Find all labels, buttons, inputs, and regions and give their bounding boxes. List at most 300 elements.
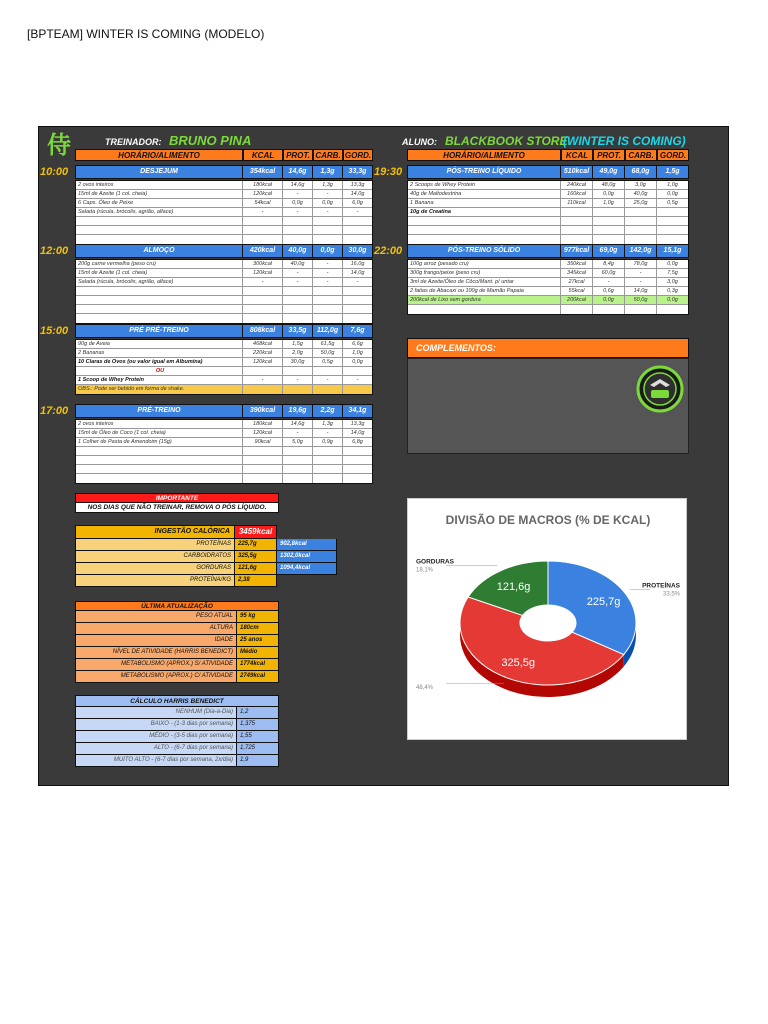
food-prot: - [282,208,312,216]
update-label: PESO ATUAL [75,611,237,623]
col-prot: PROT. [593,149,625,161]
important-box [75,493,279,513]
harris-label: MÉDIO - (3-5 dias por semana) [75,731,237,743]
pie-slice-label: 325,5g [501,656,536,669]
intake-label: GORDURAS [75,563,235,575]
food-fat [342,447,372,455]
table-row [76,340,372,349]
food-kcal: 180kcal [242,181,282,189]
meal-header [75,244,373,258]
meal-table [75,419,373,484]
food-carb [312,474,342,483]
document-title: [BPTEAM] WINTER IS COMING (MODELO) [27,27,265,41]
meal-total-carb: 68,0g [624,166,656,178]
meal-total-carb: 2,2g [312,405,342,417]
table-row [76,385,372,394]
food-fat [342,367,372,375]
meal-total-prot: 40,0g [282,245,312,257]
food-prot: - [592,278,624,286]
food-carb [624,226,656,234]
food-prot: 0,0g [592,190,624,198]
food-desc [408,226,560,234]
food-desc: 15ml de Azeite (1 col. cheia) [78,191,148,197]
food-desc: 200g carne vermelha (peso cru) [78,261,156,267]
plan-name: (WINTER IS COMING) [563,134,686,148]
intake-rows [75,539,337,587]
food-prot [592,305,624,314]
food-fat: 13,3g [342,420,372,428]
food-fat: 14,0g [342,269,372,277]
table-row [76,305,372,314]
food-fat [656,217,688,225]
food-kcal: 55kcal [560,287,592,295]
food-desc: 2 Scoops de Whey Protein [410,182,476,188]
meal-total-fat: 30,0g [342,245,372,257]
trainer-name: BRUNO PINA [169,133,252,148]
intake-kcal: 1094,4kcal [277,563,337,575]
food-prot: 0,0g [592,296,624,304]
food-carb: - [312,190,342,198]
harris-row [75,707,279,719]
food-fat [342,217,372,225]
food-kcal: 300kcal [242,260,282,268]
harris-value: 1,55 [237,731,279,743]
col-carb: CARB. [313,149,343,161]
food-desc [76,465,242,473]
meal-total-prot: 49,0g [592,166,624,178]
harris-row [75,743,279,755]
food-prot: - [282,376,312,384]
harris-value: 1,375 [237,719,279,731]
update-label: METABOLISMO (APROX.) C/ ATIVIDADE [75,671,237,683]
macros-pie-chart [408,499,688,741]
table-row [76,456,372,465]
intake-kcal: 902,8kcal [277,539,337,551]
food-kcal [560,305,592,314]
food-carb: 14,0g [624,287,656,295]
food-desc: 2 ovos inteiros [78,421,114,427]
food-desc: Salada (rúcula, brócolis, agrião, alface) [78,209,174,215]
table-row [408,296,688,305]
meal-time: 10:00 [40,166,69,178]
food-carb: - [312,269,342,277]
food-desc: 1 Colher de Pasta de Amendoim (15g) [78,439,172,445]
table-row [76,465,372,474]
food-prot [282,287,312,295]
update-label: ALTURA [75,623,237,635]
meal-total-prot: 69,0g [592,245,624,257]
food-carb: 0,5g [312,358,342,366]
food-carb [312,465,342,473]
table-row [76,447,372,456]
harris-label: ALTO - (6-7 dias por semana) [75,743,237,755]
food-fat: - [342,278,372,286]
intake-row [75,575,277,587]
bp-team-badge-icon [636,365,684,413]
food-desc [76,305,242,313]
food-carb [624,208,656,216]
meal-header [407,165,689,179]
food-desc: 6 Caps. Óleo de Peixe [78,200,134,206]
table-row [76,208,372,217]
food-carb [624,235,656,244]
food-carb [312,296,342,304]
table-row [76,420,372,429]
harris-value: 1,2 [237,707,279,719]
harris-row [75,755,279,767]
food-desc: Salada (rúcula, brócolis, agrião, alface) [78,279,174,285]
food-fat: 0,3g [656,287,688,295]
food-desc [76,287,242,295]
intake-label: PROTEÍNAS [75,539,235,551]
meal-total-fat: 1,5g [656,166,688,178]
food-kcal: 180kcal [242,420,282,428]
food-kcal [242,474,282,483]
food-prot: 1,0g [592,199,624,207]
table-row [408,208,688,217]
pie-legend-name: PROTEÍNAS [642,582,680,590]
food-desc: 90g de Aveia [78,341,110,347]
food-prot [282,456,312,464]
pie-slice-label: 121,6g [496,580,531,593]
harris-value: 1,9 [237,755,279,767]
food-carb [312,305,342,313]
food-prot [282,226,312,234]
food-carb [312,456,342,464]
update-row [75,647,279,659]
food-kcal: - [242,376,282,384]
food-desc [76,235,242,244]
student-name: BLACKBOOK STORE [445,134,568,148]
food-prot [282,296,312,304]
food-fat: 0,0g [656,260,688,268]
food-carb: - [312,429,342,437]
table-row [76,181,372,190]
update-box [75,601,279,683]
col-fat: GORD. [344,151,372,160]
food-kcal [242,456,282,464]
food-desc: OU [155,368,165,374]
food-carb [312,385,342,394]
table-row [76,260,372,269]
table-row [408,260,688,269]
meal-table [407,259,689,315]
intake-label: CARBOIDRATOS [75,551,235,563]
table-row [76,287,372,296]
update-value: Médio [237,647,279,659]
food-kcal [560,226,592,234]
important-text: NOS DIAS QUE NÃO TREINAR, REMOVA O PÓS LÍQUIDO. [75,503,279,513]
food-kcal [242,367,282,375]
intake-grams: 2,38 [235,575,277,587]
food-prot: 1,5g [282,340,312,348]
food-kcal: 345kcal [560,269,592,277]
food-kcal [242,296,282,304]
food-carb: 25,0g [624,199,656,207]
food-desc: 300g frango/peixe (peso cru) [410,270,481,276]
meal-total-carb: 1,3g [312,166,342,178]
meal-total-prot: 14,6g [282,166,312,178]
food-carb [624,305,656,314]
food-fat [342,235,372,244]
food-fat [656,235,688,244]
update-row [75,611,279,623]
food-carb [312,217,342,225]
food-prot: 8,4g [592,260,624,268]
food-fat: 13,3g [342,181,372,189]
meal-time: 15:00 [40,325,69,337]
meal-name: ALMOÇO [143,247,175,254]
intake-row [75,539,337,551]
table-row [408,190,688,199]
update-row [75,659,279,671]
food-kcal: 90kcal [242,438,282,446]
table-row [76,358,372,367]
food-desc: 40g de Maltodextrina [410,191,462,197]
harris-row [75,731,279,743]
food-kcal: 110kcal [560,199,592,207]
food-kcal [242,385,282,394]
col-fat: GORD. [657,149,689,161]
important-title: IMPORTANTE [75,493,279,503]
food-fat: 1,0g [656,181,688,189]
food-kcal: 240kcal [560,181,592,189]
food-desc: OBS.: Pode ser bebido em forma de shake. [78,386,185,392]
food-kcal [560,235,592,244]
food-desc: 100g arroz (pesado cru) [410,261,469,267]
table-row [76,376,372,385]
food-desc: 2 fatias de Abacaxi ou 100g de Mamão Papaia [410,288,524,294]
food-prot: 30,0g [282,358,312,366]
table-row [76,278,372,287]
food-carb: 40,0g [624,190,656,198]
food-prot [592,226,624,234]
food-fat: 0,0g [656,190,688,198]
food-desc: 3ml de Azeite/Óleo de Côco/Mant. p/ untar [410,279,514,285]
meal-total-kcal: 977kcal [560,245,592,257]
food-prot [282,385,312,394]
food-prot [282,367,312,375]
food-prot: 40,0g [282,260,312,268]
food-kcal: - [242,278,282,286]
food-kcal: 160kcal [560,190,592,198]
update-value: 2749kcal [237,671,279,683]
food-prot [282,447,312,455]
food-kcal: 54kcal [242,199,282,207]
food-fat: 14,0g [342,190,372,198]
intake-row [75,563,337,575]
food-fat: - [342,208,372,216]
food-fat: 16,0g [342,260,372,268]
food-kcal [242,465,282,473]
food-kcal [242,217,282,225]
food-desc: 1 Banana [410,200,434,206]
food-kcal [242,447,282,455]
food-prot: 60,0g [592,269,624,277]
samurai-logo-icon: 侍 [47,130,71,159]
intake-title: INGESTÃO CALÓRICA [75,525,235,539]
food-desc: 10g de Creatina [410,209,451,215]
food-carb: - [312,376,342,384]
update-value: 25 anos [237,635,279,647]
complementos-box [407,358,689,454]
food-fat: 0,0g [656,296,688,304]
meal-total-fat: 15,1g [656,245,688,257]
food-carb [312,235,342,244]
food-desc [76,314,242,323]
food-fat: 7,5g [656,269,688,277]
food-carb [312,287,342,295]
food-desc: 200kcal de Lixo sem gordura [410,297,481,303]
intake-total: 3459kcal [235,525,277,539]
col-prot: PROT. [283,149,313,161]
food-kcal: 27kcal [560,278,592,286]
col-kcal: KCAL [561,149,593,161]
food-desc [76,474,242,483]
food-prot [592,208,624,216]
pie-legend-name: GORDURAS [416,558,454,566]
food-carb: 50,0g [312,349,342,357]
food-prot [282,305,312,313]
food-carb: 0,0g [312,199,342,207]
table-row [76,269,372,278]
meal-header [75,324,373,338]
food-fat: - [342,376,372,384]
food-desc [408,235,560,244]
table-row [76,296,372,305]
table-row [76,438,372,447]
intake-box [75,525,337,587]
meal-time: 19:30 [374,166,403,178]
update-value: 95 kg [237,611,279,623]
food-prot: 0,0g [282,199,312,207]
harris-rows [75,707,279,767]
table-row [76,199,372,208]
food-carb: - [312,260,342,268]
food-carb: 50,0g [624,296,656,304]
macros-chart [407,498,687,740]
meal-total-kcal: 808kcal [242,325,282,337]
food-desc [408,217,560,225]
food-fat [342,314,372,323]
food-carb: - [312,208,342,216]
food-prot: 14,6g [282,181,312,189]
food-kcal: 120kcal [242,429,282,437]
harris-label: BAIXO - (1-3 dias por semana) [75,719,237,731]
table-row [76,367,372,376]
meal-total-kcal: 420kcal [242,245,282,257]
food-kcal: 468kcal [242,340,282,348]
harris-title: CÁLCULO HARRIS BENEDICT [75,695,279,707]
food-fat [342,305,372,313]
food-prot: 0,6g [592,287,624,295]
food-fat [656,208,688,216]
food-desc: 15ml de Óleo de Coco (1 col. cheia) [78,430,166,436]
meal-name: PRÉ PRÉ-TREINO [129,327,189,334]
food-kcal: 120kcal [242,190,282,198]
meal-total-kcal: 510kcal [560,166,592,178]
food-desc [76,226,242,234]
meal-total-kcal: 354kcal [242,166,282,178]
update-title: ÚLTIMA ATUALIZAÇÃO [75,601,279,611]
table-row [408,305,688,314]
table-row [408,287,688,296]
food-kcal: 220kcal [242,349,282,357]
food-fat [342,385,372,394]
food-prot [282,314,312,323]
food-prot: - [282,269,312,277]
meal-name: PRÉ-TREINO [137,407,181,414]
food-fat [342,296,372,304]
food-prot: 48,0g [592,181,624,189]
table-row [408,217,688,226]
meal-name: PÓS-TREINO SÓLIDO [447,247,521,254]
table-row [76,429,372,438]
food-desc: 15ml de Azeite (1 col. cheia) [78,270,148,276]
meal-table [75,339,373,395]
food-fat [342,474,372,483]
meal-time: 12:00 [40,245,69,257]
food-prot [282,217,312,225]
food-desc [76,456,242,464]
table-row [408,278,688,287]
food-kcal [242,226,282,234]
intake-kcal: 1302,0kcal [277,551,337,563]
col-carb: CARB. [625,149,657,161]
food-fat [656,226,688,234]
table-row [76,235,372,244]
food-prot: 5,0g [282,438,312,446]
food-fat [342,226,372,234]
food-desc: 10 Claras de Ovos (ou valor igual em Albumina) [78,359,203,365]
food-fat: 6,0g [342,199,372,207]
food-fat [656,305,688,314]
food-desc [76,447,242,455]
food-carb: - [624,278,656,286]
diet-sheet [38,126,729,786]
intake-grams: 121,6g [235,563,277,575]
meal-total-fat: 7,6g [342,325,372,337]
food-desc: 2 Bananas [78,350,105,356]
food-carb: - [624,269,656,277]
col-food: HORÁRIO/ALIMENTO [407,149,561,161]
meal-name: PÓS-TREINO LÍQUIDO [446,168,522,175]
food-carb: 3,0g [624,181,656,189]
food-desc [76,217,242,225]
meal-total-carb: 112,0g [312,325,342,337]
food-kcal [242,235,282,244]
intake-row [75,551,337,563]
table-row [408,269,688,278]
table-row [76,226,372,235]
complementos-header: COMPLEMENTOS: [407,338,689,358]
food-kcal: 120kcal [242,358,282,366]
food-fat [342,456,372,464]
meal-total-carb: 0,0g [312,245,342,257]
food-prot: - [282,190,312,198]
food-carb [624,217,656,225]
meal-total-fat: 34,1g [342,405,372,417]
food-prot [282,465,312,473]
food-prot [282,474,312,483]
left-column-header [75,149,373,161]
intake-grams: 225,7g [235,539,277,551]
food-prot: 2,0g [282,349,312,357]
food-prot: - [282,429,312,437]
intake-label: PROTEÍNA/KG [75,575,235,587]
harris-label: NENHUM (Dia-a-Dia) [75,707,237,719]
meal-table [75,259,373,324]
